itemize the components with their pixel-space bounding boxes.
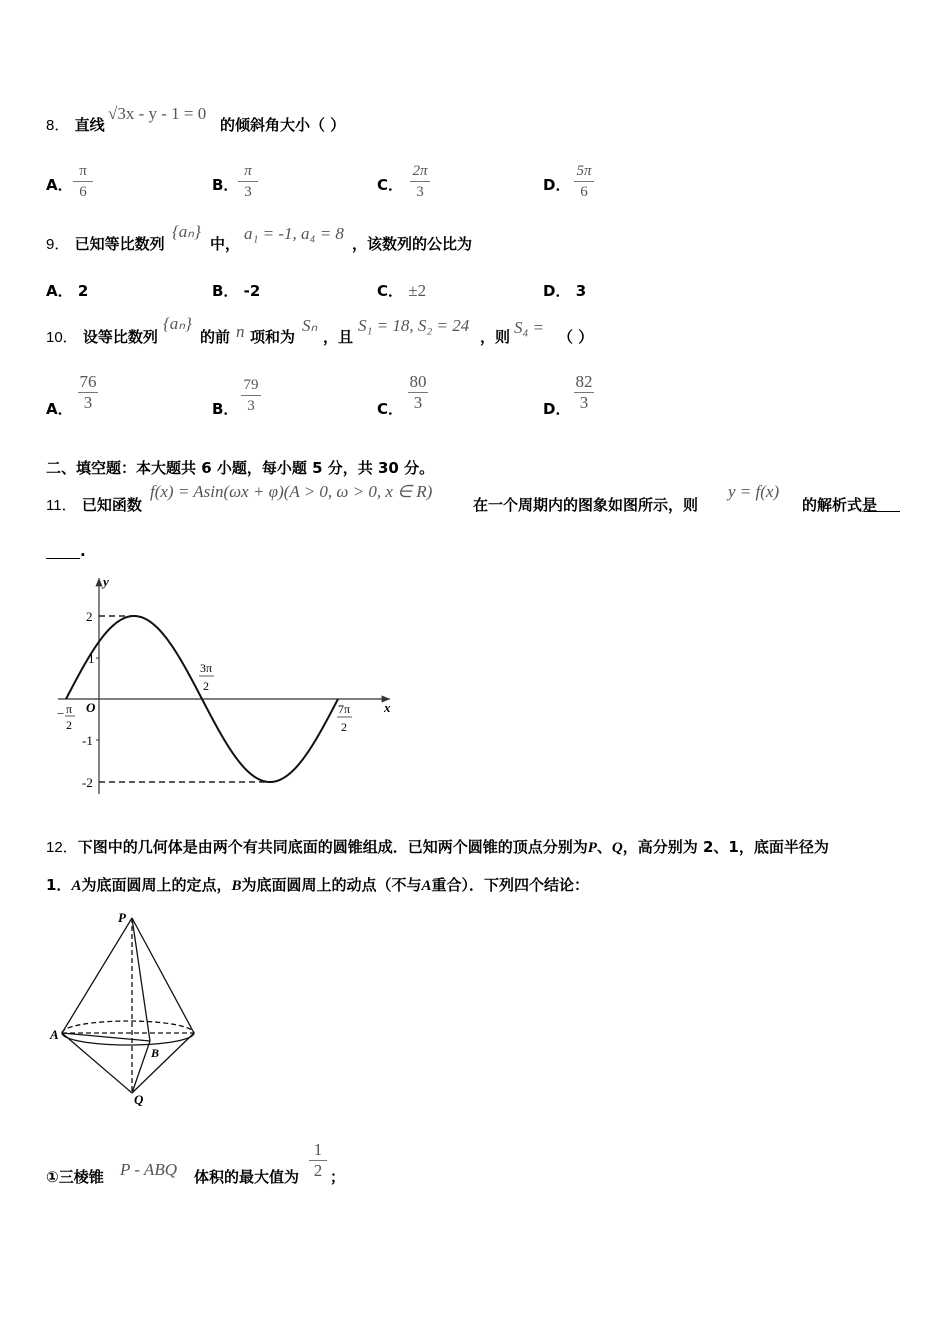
q11-answer-blank-1[interactable] (864, 511, 900, 512)
q10-option-c-fraction (403, 372, 433, 413)
q10-s4: S₄ = (514, 318, 545, 337)
q8-option-d-num: 5π (576, 163, 592, 179)
q8-stem (46, 114, 105, 135)
q9-middle: 中， (210, 235, 241, 253)
q12-conclusion-1-mark: ① (46, 1168, 59, 1186)
point-A-label: A (50, 1027, 59, 1042)
q10-condition: S₁ = 18, S₂ = 24 (358, 316, 470, 335)
q11-stem (46, 494, 142, 515)
edge-BQ (132, 1041, 150, 1093)
q10-suffix: （ ） (558, 328, 594, 346)
q10-option-b-fraction (236, 375, 266, 416)
x-tick-left-sign: − (57, 706, 65, 721)
q9-option-b-value: -2 (243, 282, 261, 300)
y-tick-minus-2: -2 (82, 775, 93, 790)
q11-yfx: y = f(x) (728, 482, 780, 501)
q9-sequence: {aₙ} (172, 222, 201, 241)
q11-answer-blank-2[interactable] (46, 558, 80, 559)
y-tick-2: 2 (86, 609, 93, 624)
q8-option-d-label: D． (543, 176, 571, 194)
q10-option-a-fraction (73, 372, 103, 413)
point-B-label: B (151, 1046, 160, 1060)
q10-option-a-label: A． (46, 400, 73, 418)
q10-option-a-num: 76 (79, 372, 97, 391)
q12-conclusion-1-end: ； (330, 1168, 346, 1186)
q8-option-d-den: 6 (580, 184, 588, 200)
y-tick-minus-1: -1 (82, 733, 93, 748)
q10-option-a-den: 3 (83, 393, 93, 412)
q12-line-1: 12．下图中的几何体是由两个有共同底面的圆锥组成．已知两个圆锥的顶点分别为P、Q，高分别为 2、1，底面半径为 (46, 838, 829, 856)
x-tick-left-num: π (66, 702, 73, 716)
q12-number: 12． (46, 839, 78, 856)
q9-option-d-label: D． 3 (543, 282, 587, 300)
q12-double-cone-figure (44, 908, 214, 1108)
y-tick-1: 1 (88, 651, 95, 666)
q8-option-a-fraction (68, 161, 98, 202)
q8-suffix: 的倾斜角大小（ ） (220, 116, 346, 134)
q8-option-b-den: 3 (244, 184, 252, 200)
q9-option-c-value: ±2 (408, 281, 427, 300)
q8-option-c-label: C． (377, 176, 404, 194)
edge-PB (132, 918, 150, 1041)
x-tick-right-den: 2 (341, 720, 347, 734)
q8-option-b-fraction (233, 161, 263, 202)
q10-number: 10． (46, 329, 78, 346)
edge-PA (62, 918, 132, 1033)
q12-conclusion-1-text2: 体积的最大值为 (194, 1168, 300, 1186)
x-tick-mid-num: 3π (200, 661, 213, 675)
q10-t3: ，且 (323, 328, 354, 346)
q12-conclusion-1-expr: P - ABQ (120, 1160, 177, 1179)
q12-line-2: 1．A为底面圆周上的定点，B为底面圆周上的动点（不与A重合）．下列四个结论： (46, 876, 590, 894)
point-P-label: P (118, 910, 126, 925)
q10-t2: 项和为 (250, 328, 296, 346)
x-tick-left-den: 2 (66, 718, 72, 732)
q8-option-d-fraction (569, 161, 599, 202)
x-tick-mid-den: 2 (203, 679, 209, 693)
q10-sn: Sₙ (302, 316, 318, 335)
q10-option-b-num: 79 (243, 377, 259, 393)
q10-option-c-label: C． (377, 400, 404, 418)
q8-option-a-num: π (79, 163, 87, 179)
y-axis-label: y (103, 574, 109, 589)
q9-option-a-value: 2 (77, 282, 89, 300)
q11-prefix: 已知函数 (81, 496, 142, 514)
q10-option-d-num: 82 (575, 372, 593, 391)
q8-option-b-num: π (244, 163, 252, 179)
q8-number: 8． (46, 117, 70, 134)
q9-suffix: ，该数列的公比为 (352, 235, 473, 253)
q8-prefix: 直线 (74, 116, 105, 134)
q10-stem (46, 326, 158, 347)
q9-option-b-label: B． -2 (212, 282, 261, 300)
q8-option-c-fraction (405, 161, 435, 202)
q10-option-b-label: B． (212, 400, 239, 418)
edge-AQ (62, 1033, 132, 1093)
q8-option-c-den: 3 (416, 184, 424, 200)
edge-P-right (132, 918, 194, 1033)
q11-blank-end: . (80, 542, 86, 560)
q10-option-c-num: 80 (409, 372, 427, 391)
q9-number: 9． (46, 236, 70, 253)
base-back-arc (62, 1021, 194, 1033)
q10-prefix: 设等比数列 (82, 328, 158, 346)
q11-number: 11． (46, 497, 77, 514)
q11-middle: 在一个周期内的图象如图所示，则 (473, 496, 699, 514)
q10-option-c-den: 3 (413, 393, 423, 412)
q8-option-a-den: 6 (79, 184, 87, 200)
q10-option-d-fraction (569, 372, 599, 413)
q12-conclusion-1-fraction (304, 1140, 332, 1181)
q11-sine-graph (50, 572, 410, 796)
point-Q-label: Q (134, 1092, 144, 1107)
q10-option-b-den: 3 (247, 398, 255, 414)
section-2-heading: 二、填空题：本大题共 6 小题，每小题 5 分，共 30 分。 (46, 459, 435, 477)
q10-option-d-label: D． (543, 400, 571, 418)
q9-condition: a₁ = -1, a₄ = 8 (244, 224, 344, 243)
q12-conclusion-1-num: 1 (313, 1140, 323, 1159)
q9-option-c-label: C． ±2 (377, 281, 427, 300)
x-tick-right-num: 7π (338, 702, 351, 716)
q10-n: n (236, 322, 245, 341)
q12-conclusion-1: ①三棱锥 (46, 1168, 104, 1186)
q8-option-c-num: 2π (412, 163, 428, 179)
q9-stem (46, 233, 165, 254)
q10-sequence: {aₙ} (163, 314, 192, 333)
x-axis-label: x (384, 700, 391, 715)
edge-Q-right (132, 1033, 194, 1093)
q8-option-a-label: A． (46, 176, 73, 194)
q9-prefix: 已知等比数列 (74, 235, 165, 253)
q11-suffix: 的解析式是 (802, 496, 878, 514)
q10-t1: 的前 (200, 328, 231, 346)
q10-t4: ，则 (480, 328, 511, 346)
q11-function: f(x) = Asin(ωx + φ)(A > 0, ω > 0, x ∈ R) (150, 482, 433, 501)
q8-option-b-label: B． (212, 176, 239, 194)
q8-equation: √3x - y - 1 = 0 (108, 104, 207, 123)
q9-option-a-label: A． 2 (46, 282, 89, 300)
q9-option-d-value: 3 (575, 282, 587, 300)
origin-label: O (86, 700, 96, 715)
q10-option-d-den: 3 (579, 393, 589, 412)
q12-conclusion-1-den: 2 (313, 1161, 323, 1180)
